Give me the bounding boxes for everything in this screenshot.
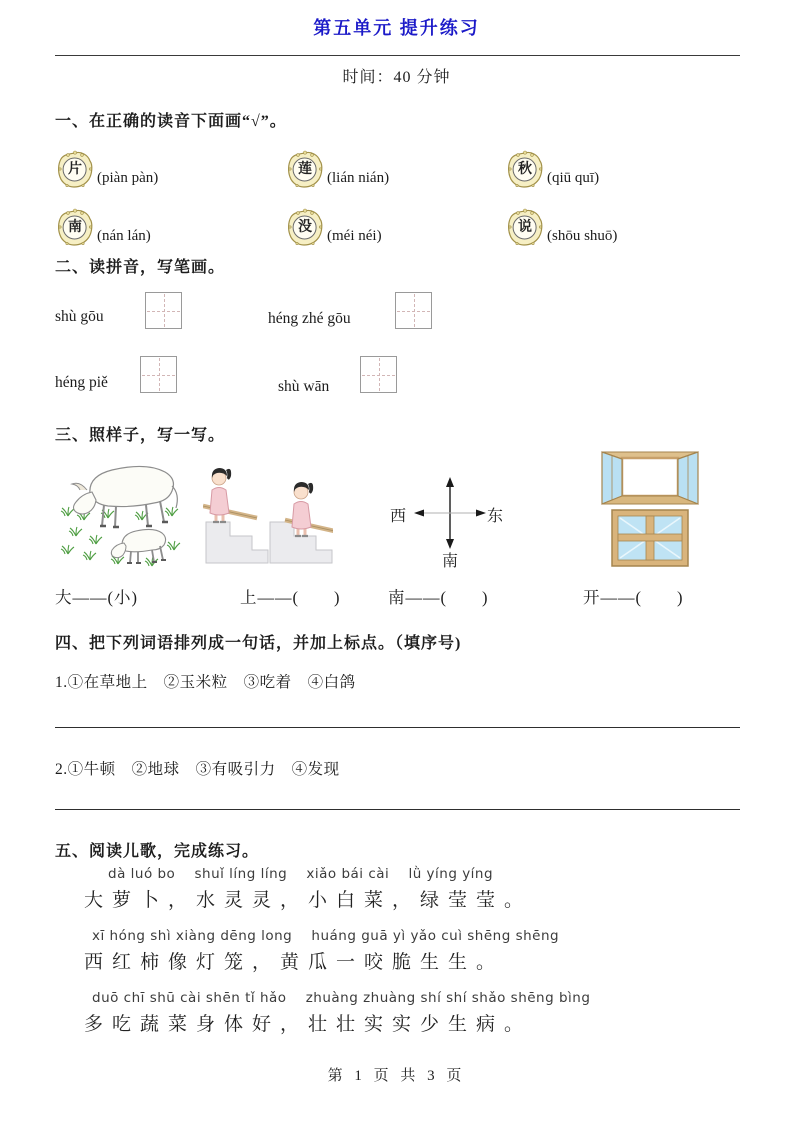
rhyme-line xyxy=(84,866,590,912)
answer-line-1[interactable] xyxy=(55,727,740,728)
title-divider xyxy=(55,55,740,56)
page-title: 第五单元 提升练习 xyxy=(313,18,480,38)
section2-heading: 二、读拼音，写笔画。 xyxy=(55,259,226,276)
character-badge-icon xyxy=(505,146,545,190)
time-limit: 时间：40 分钟 xyxy=(342,69,451,86)
compass-south-label: 南 xyxy=(442,553,459,570)
stroke-pinyin: héng zhé gōu xyxy=(268,310,351,327)
pronunciation-item xyxy=(55,140,158,190)
character-badge-icon xyxy=(285,204,325,248)
antonym-example: 大——(小) xyxy=(55,588,138,607)
pinyin-options: (méi néi) xyxy=(327,228,382,244)
nursery-rhyme xyxy=(84,866,590,1052)
badge-character: 莲 xyxy=(298,162,312,177)
badge-character: 说 xyxy=(518,220,532,235)
reorder-item-2: 2.①牛顿 ②地球 ③有吸引力 ④发现 xyxy=(55,761,340,778)
character-badge-icon xyxy=(55,204,95,248)
reorder-item-1: 1.①在草地上 ②玉米粒 ③吃着 ④白鸽 xyxy=(55,674,356,691)
compass-east-label: 东 xyxy=(487,508,504,525)
rhyme-line xyxy=(84,928,590,974)
section3-heading: 三、照样子，写一写。 xyxy=(55,427,226,444)
stroke-write-box[interactable] xyxy=(140,356,177,393)
rhyme-hanzi: 多吃蔬菜身体好，壮壮实实少生病。 xyxy=(84,1014,533,1035)
rhyme-pinyin: duō chī shū cài shēn tǐ hǎo zhuàng zhuàng shí shí shǎo shēng bìng xyxy=(92,990,591,1006)
character-badge-icon xyxy=(55,146,95,190)
character-badge-icon xyxy=(285,146,325,190)
pinyin-options: (shōu shuō) xyxy=(547,228,618,244)
pronunciation-item xyxy=(55,198,151,248)
badge-character: 片 xyxy=(68,162,82,177)
antonym-blank[interactable]: 南——( ) xyxy=(388,588,489,607)
pronunciation-item xyxy=(285,140,389,190)
girls-on-stairs-illustration xyxy=(203,452,333,564)
stroke-pinyin: héng piě xyxy=(55,374,108,391)
stroke-pinyin: shù wān xyxy=(278,378,330,395)
antonym-blank[interactable]: 上——( ) xyxy=(240,588,341,607)
page-number: 第 1 页 共 3 页 xyxy=(327,1068,466,1084)
windows-open-closed-illustration xyxy=(598,450,703,568)
rhyme-hanzi: 大萝卜，水灵灵，小白菜，绿莹莹。 xyxy=(84,890,533,911)
stroke-write-box[interactable] xyxy=(145,292,182,329)
pronunciation-item xyxy=(285,198,382,248)
pronunciation-item xyxy=(505,140,599,190)
rhyme-line xyxy=(84,990,590,1036)
pinyin-options: (piàn pàn) xyxy=(97,170,159,186)
stroke-write-box[interactable] xyxy=(360,356,397,393)
rhyme-hanzi: 西红柿像灯笼，黄瓜一咬脆生生。 xyxy=(84,952,505,973)
section1-heading: 一、在正确的读音下面画“√”。 xyxy=(55,113,287,130)
answer-line-2[interactable] xyxy=(55,809,740,810)
section5-heading: 五、阅读儿歌，完成练习。 xyxy=(55,843,260,860)
antonym-blank[interactable]: 开——( ) xyxy=(583,588,684,607)
stroke-pinyin: shù gōu xyxy=(55,308,104,325)
pinyin-options: (nán lán) xyxy=(97,228,151,244)
badge-character: 秋 xyxy=(518,162,532,177)
rhyme-pinyin: dà luó bo shuǐ líng líng xiǎo bái cài lǜ yíng yíng xyxy=(108,866,494,882)
compass-west-label: 西 xyxy=(390,508,407,525)
direction-compass xyxy=(388,470,503,570)
pinyin-options: (qiū quī) xyxy=(547,170,600,186)
badge-character: 没 xyxy=(298,220,312,235)
rhyme-pinyin: xī hóng shì xiàng dēng long huáng guā yì yǎo cuì shēng shēng xyxy=(92,928,560,944)
character-badge-icon xyxy=(505,204,545,248)
pronunciation-item xyxy=(505,198,617,248)
section4-heading: 四、把下列词语排列成一句话，并加上标点。（填序号) xyxy=(55,635,462,652)
badge-character: 南 xyxy=(68,220,82,235)
pinyin-options: (lián nián) xyxy=(327,170,390,186)
stroke-write-box[interactable] xyxy=(395,292,432,329)
goats-grazing-illustration xyxy=(56,450,186,572)
